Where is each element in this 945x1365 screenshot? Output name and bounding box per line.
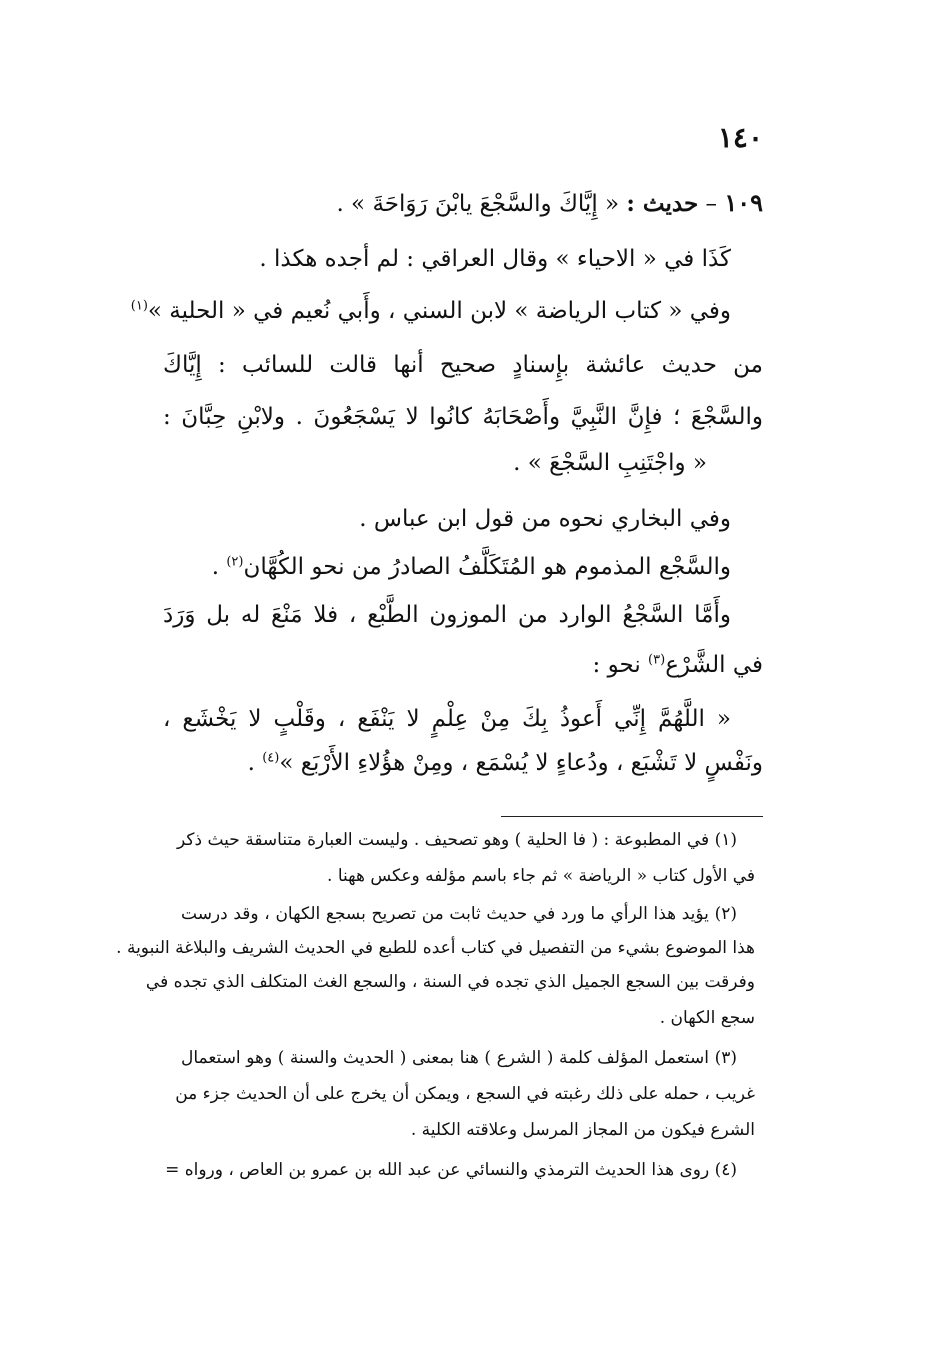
footnote-line: غريب ، حمله على ذلك رغبته في السجع ، ويمكن أن يخرج على أن الحديث جزء من xyxy=(175,1084,755,1104)
hadith-text: « إِيَّاكَ والسَّجْعَ يابْنَ رَوَاحَةَ » . xyxy=(336,191,620,217)
footnote-line: هذا الموضوع بشيء من التفصيل في كتاب أعده للطبع في الحديث الشريف والبلاغة النبوية . xyxy=(116,938,755,958)
hadith-number: ١٠٩ xyxy=(724,188,763,217)
body-line: « اللَّهُمَّ إِنِّي أَعوذُ بِكَ مِنْ عِلْمٍ لا يَنْفَع ، وقَلْبٍ لا يَخْشَع ، xyxy=(163,706,731,732)
hadith-label: حديث : xyxy=(626,190,699,217)
body-line: والسَّجْعَ ؛ فإِنَّ النَّبِيَّ وأَصْحَابَهُ كانُوا لا يَسْجَعُونَ . ولابْنِ حِبَّانَ : xyxy=(163,404,763,430)
body-line: وأَمَّا السَّجْعُ الوارد من الموزون الطَّبْع ، فلا مَنْعَ له بل وَرَدَ xyxy=(163,602,731,628)
hadith-heading xyxy=(163,186,763,221)
hadith-dash: – xyxy=(705,191,718,217)
footnote-line: في الأول كتاب « الرياضة » ثم جاء باسم مؤلفه وعكس ههنا . xyxy=(327,866,755,886)
footnote-marker: (٢) xyxy=(226,554,244,570)
body-line: « واجْتَنِبِ السَّجْعَ » . xyxy=(513,450,707,476)
body-line: والسَّجْع المذموم هو المُتَكَلَّفُ الصادرُ من نحو الكُهَّان$^{(٢)}$ . xyxy=(211,554,731,580)
body-line: في الشَّرْع$^{(٣)}$ نحو : xyxy=(592,652,763,678)
footnote-line: (٣) استعمل المؤلف كلمة ( الشرع ) هنا بمعنى ( الحديث والسنة ) وهو استعمال xyxy=(181,1048,737,1068)
page-number: ١٤٠ xyxy=(717,121,763,154)
footnote-line: (٤) روى هذا الحديث الترمذي والنسائي عن عبد الله بن عمرو بن العاص ، ورواه = xyxy=(165,1160,737,1180)
body-line: وفي « كتاب الرياضة » لابن السني ، وأَبي نُعيم في « الحلية »$^{(١)}$ xyxy=(130,298,731,324)
footnote-line: (١) في المطبوعة : ( فا الحلية ) وهو تصحيف . وليست العبارة متناسقة حيث ذكر xyxy=(177,830,737,850)
footnote-line: سجع الكهان . xyxy=(659,1008,755,1028)
body-line: من حديث عائشة بإِسنادٍ صحيح أنها قالت للسائب : إِيَّاكَ xyxy=(163,352,763,378)
footnote-line: الشرع فيكون من المجاز المرسل وعلاقته الكلية . xyxy=(410,1120,755,1140)
footnote-marker: (٣) xyxy=(648,652,666,668)
footnote-line: (٢) يؤيد هذا الرأي ما ورد في حديث ثابت من تصريح بسجع الكهان ، وقد درست xyxy=(181,904,737,924)
footnote-marker: (٤) xyxy=(262,750,280,766)
body-line: كَذَا في « الاحياء » وقال العراقي : لم أجده هكذا . xyxy=(259,246,731,272)
body-line: ونَفْسٍ لا تَشْبَع ، ودُعاءٍ لا يُسْمَع ، ومِنْ هؤُلاءِ الأَرْبَع »$^{(٤)}$ . xyxy=(247,750,763,776)
footnote-marker: (١) xyxy=(130,298,148,314)
footnote-divider xyxy=(501,816,763,817)
footnote-line: وفرقت بين السجع الجميل الذي تجده في السنة ، والسجع الغث المتكلف الذي تجده في xyxy=(145,972,755,992)
body-line: وفي البخاري نحوه من قول ابن عباس . xyxy=(359,506,731,532)
